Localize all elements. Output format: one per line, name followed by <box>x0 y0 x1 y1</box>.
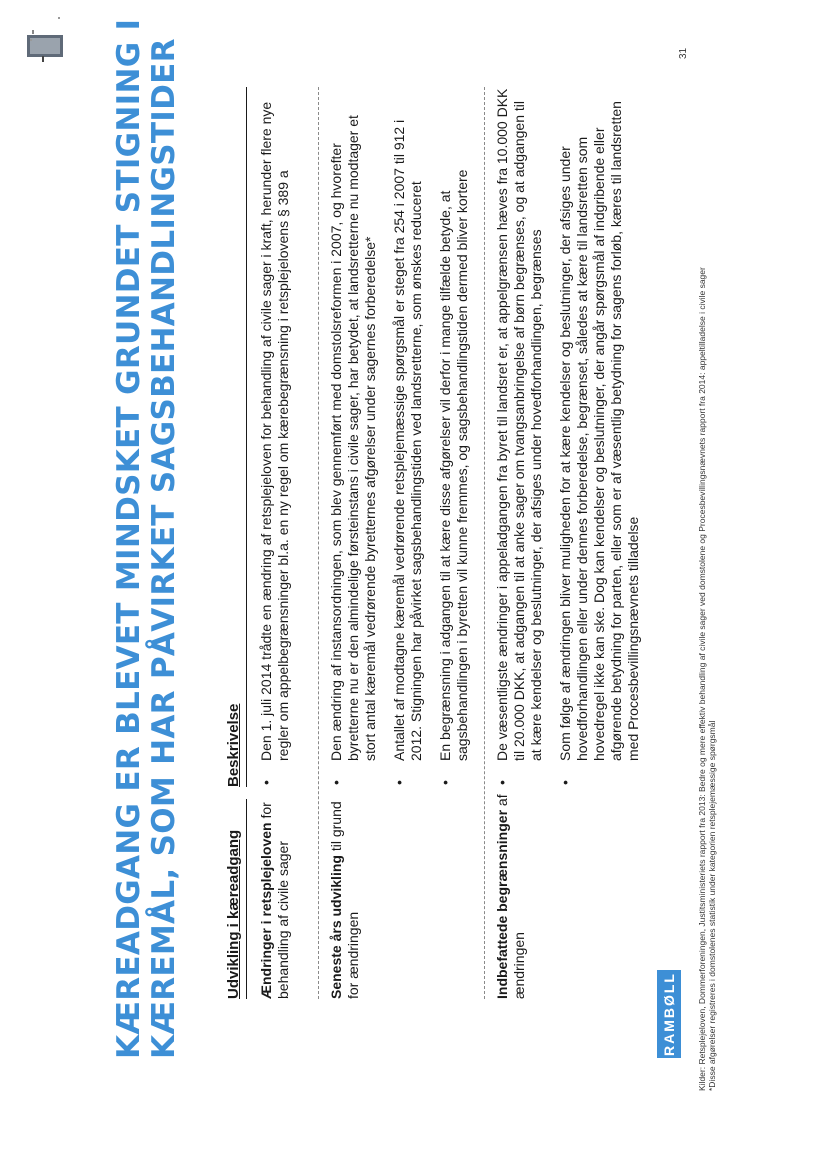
row-label-rest: til grund for ændringen <box>328 801 361 999</box>
title-line-2: KÆREMÅL, SOM HAR PÅVIRKET SAGSBEHANDLINGSTIDER <box>146 38 182 1059</box>
row-label-bold: Seneste års udvikling <box>328 855 344 999</box>
row-label-limitations <box>494 794 528 999</box>
row-label-amendments <box>258 794 292 999</box>
list-item: • De væsentligste ændringer i appeladgangen fra byret til landsret er, at appelgrænsen hæves fra 10.000 DKK til 20.000 DKK, at adgangen til at anke sager om tvangsanbringelse af børn begrænses, og at adgangen til at kære kendelser og beslutninger, der afsiges under hovedforhandlingen, begrænses <box>494 87 545 787</box>
list-item: • Den ændring af instansordningen, som blev gennemført med domstolsreformen i 2007, og hvorefter byretterne nu er den almindelige førsteinstans i civile sager, har betydet, at landsretterne nu modtager et stort antal kæremål vedrørende byretternes afgørelser under sagernes forberedelse* <box>328 87 379 787</box>
bullet-list-amendments <box>258 87 304 787</box>
corner-binder-icon <box>24 28 66 64</box>
row-divider <box>484 87 485 999</box>
list-item: • Den 1. juli 2014 trådte en ændring af retsplejeloven for behandling af civile sager i kraft, herunder flere nye regler om appelbegrænsninger bl.a. en ny regel om kærebegrænsning i retsplejelovens § 389 a <box>258 87 292 787</box>
title-line-1: KÆREADGANG ER BLEVET MINDSKET GRUNDET STIGNING I <box>111 18 147 1059</box>
sources-footnote <box>697 91 717 1091</box>
page-number: 31 <box>678 47 689 59</box>
row-label-rest: for behandling af civile sager <box>258 802 291 999</box>
page-title <box>111 18 182 1059</box>
footnote-line: *Disse afgørelser registreres i domstolenes statistik under kategorien retsplejemæssige spørgsmål <box>707 720 717 1091</box>
row-label-bold: Indbefattede begrænsninger <box>494 809 510 999</box>
bullet-list-limitations <box>494 87 654 787</box>
row-label-recent-development <box>328 794 362 999</box>
row-divider <box>318 87 319 999</box>
sources-line: Kilder: Retsplejeloven, Dommerforeningen, Justitsministeriets rapport fra 2013: Bedre og mere effektiv behandling af civile sager ved domstolene og Procesbevillingsnævnets rapport fra 2014: appeltilladelse i civile sager <box>697 267 707 1091</box>
header-rule-left <box>246 799 247 999</box>
scan-speck <box>58 17 60 19</box>
bullet-list-recent-development <box>328 87 483 787</box>
header-rule-right <box>246 87 247 787</box>
list-item: • En begrænsning i adgangen til at kære disse afgørelser vil derfor i mange tilfælde betyde, at sagsbehandlingen i byretten vil kunne fremmes, og sagsbehandlingstiden dermed bliver kortere <box>437 87 471 787</box>
row-label-rest: af ændringen <box>494 794 527 999</box>
scan-speck <box>30 39 32 41</box>
list-item: • Antallet af modtagne kæremål vedrørende retsplejemæssige spørgsmål er steget fra 254 i 2007 til 912 i 2012. Stigningen har påvirket sagsbehandlingstiden ved landsretterne, som ønskes reduceret <box>391 87 425 787</box>
ramboll-logo: RAMBØLL <box>657 970 681 1058</box>
column-header-left: Udvikling i kæreadgang <box>225 829 242 999</box>
row-label-bold: Ændringer i retsplejeloven <box>258 822 274 999</box>
column-header-right: Beskrivelse <box>225 703 242 787</box>
list-item: • Som følge af ændringen bliver muligheden for at kære kendelser og beslutninger, der afsiges under hovedforhandlingen eller under dennes forberedelse, begrænset, således at kære til landsretten som hovedregel ikke kan ske. Dog kan kendelser og beslutninger, der angår spørgsmål af indgribende eller afgørende betydning for parten, eller som er af væsentlig betydning for sagens forløb, kæres til landsretten med Procesbevillingsnævnets tilladelse <box>557 87 642 787</box>
